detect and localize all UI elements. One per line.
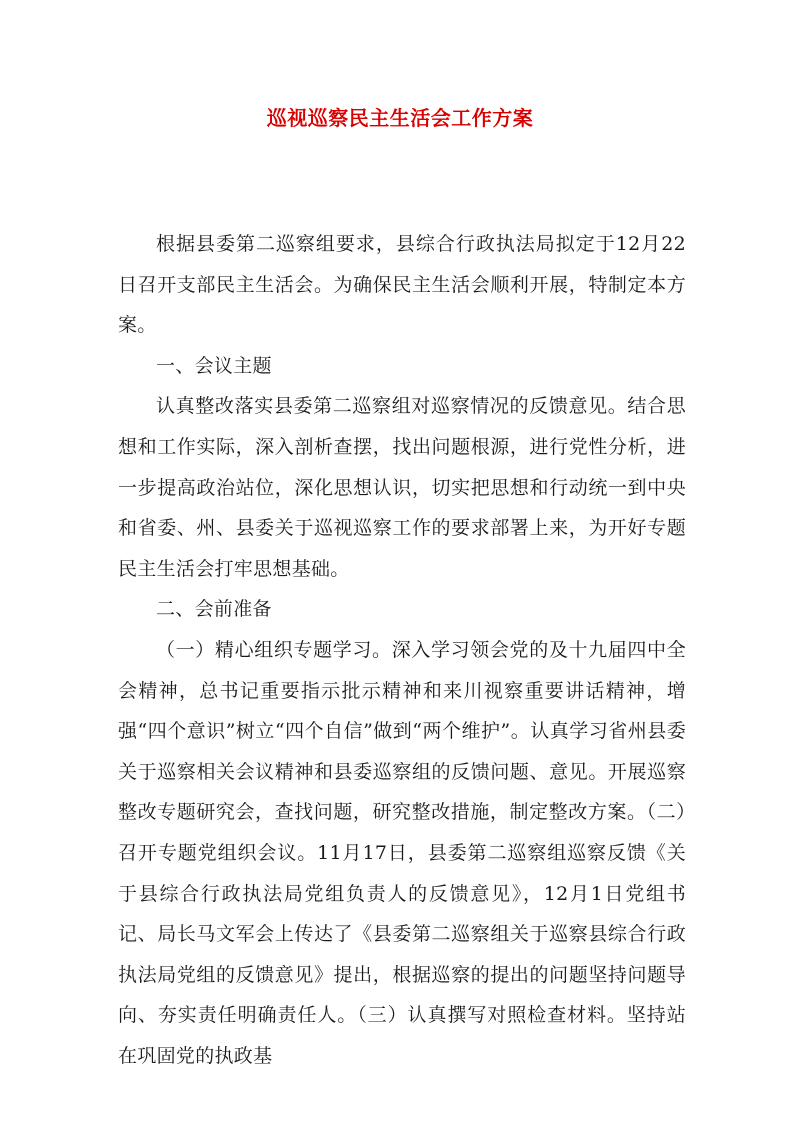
document-body (118, 224, 686, 1076)
section-heading-preparation: 二、会前准备 (156, 598, 272, 621)
preparation-paragraph: （一）精心组织专题学习。深入学习领会党的及十九届四中全会精神，总书记重要指示批示精神和来川视察重要讲话精神，增强“四个意识”树立“四个自信”做到“两个维护”。认真学习省州县委关于巡察相关会议精神和县委巡察组的反馈问题、意见。开展巡察整改专题研究会，查找问题，研究整改措施，制定整改方案。（二）召开专题党组织会议。11月17日，县委第二巡察组巡察反馈《关于县综合行政执法局党组负责人的反馈意见》，12月1日党组书记、局长马文军会上传达了《县委第二巡察组关于巡察县综合行政执法局党组的反馈意见》提出，根据巡察的提出的问题坚持问题导向、夯实责任明确责任人。（三）认真撰写对照检查材料。坚持站在巩固党的执政基 (118, 638, 686, 1067)
meeting-theme-paragraph: 认真整改落实县委第二巡察组对巡察情况的反馈意见。结合思想和工作实际，深入剖析查摆，找出问题根源，进行党性分析，进一步提高政治站位，深化思想认识，切实把思想和行动统一到中央和省委、州、县委关于巡视巡察工作的要求部署上来，为开好专题民主生活会打牢思想基础。 (118, 395, 686, 580)
document-title: 巡视巡察民主生活会工作方案 (266, 106, 534, 130)
intro-paragraph: 根据县委第二巡察组要求，县综合行政执法局拟定于12月22日召开支部民主生活会。为确保民主生活会顺利开展，特制定本方案。 (118, 233, 686, 337)
section-heading-meeting-theme: 一、会议主题 (156, 354, 272, 377)
